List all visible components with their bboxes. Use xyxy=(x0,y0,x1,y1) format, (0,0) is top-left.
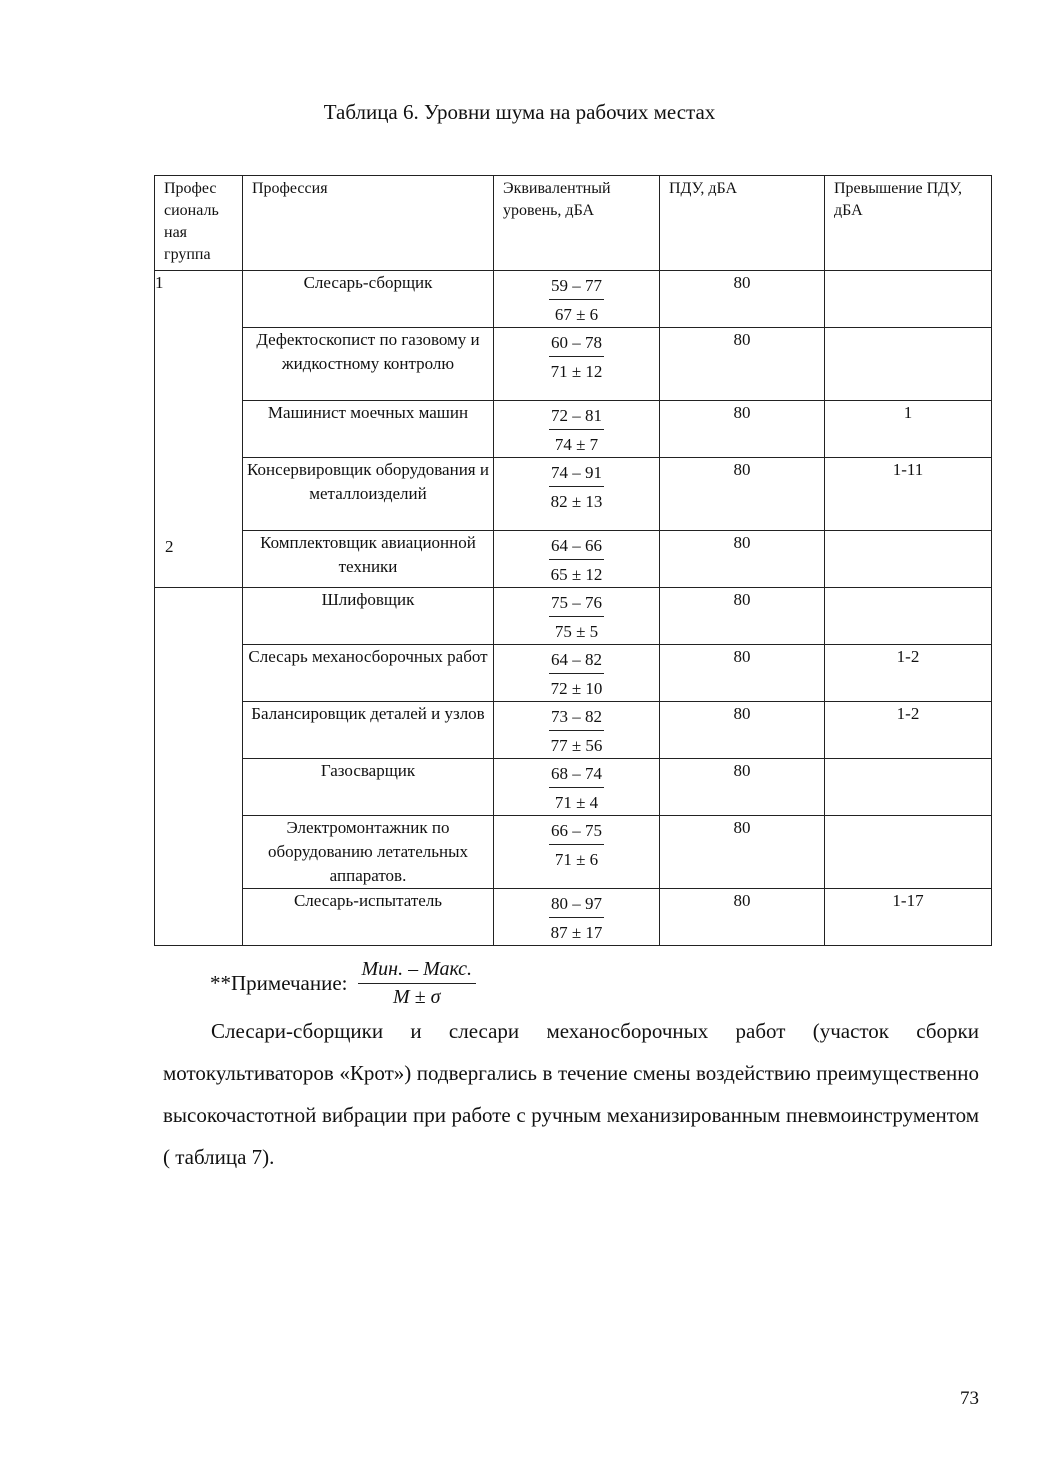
note-label: **Примечание: xyxy=(210,971,348,995)
noise-levels-table xyxy=(154,175,992,946)
equivalent-level-cell xyxy=(494,401,660,458)
pdu-cell: 80 xyxy=(660,588,825,645)
note-denominator: M ± σ xyxy=(392,986,441,1008)
equivalent-level-cell xyxy=(494,702,660,759)
note xyxy=(210,958,476,1009)
profession-cell: Комплектовщик авиационной техники xyxy=(243,531,494,588)
level-fraction xyxy=(549,533,604,587)
level-fraction xyxy=(549,891,604,945)
level-fraction xyxy=(549,330,604,384)
table-row xyxy=(155,816,992,889)
level-range: 68 – 74 xyxy=(549,761,604,788)
profession-cell: Слесарь-сборщик xyxy=(243,271,494,328)
level-mean: 72 ± 10 xyxy=(550,679,603,698)
level-range: 66 – 75 xyxy=(549,818,604,845)
pdu-cell: 80 xyxy=(660,328,825,401)
level-fraction xyxy=(549,460,604,514)
table-row xyxy=(155,328,992,401)
level-mean: 74 ± 7 xyxy=(554,435,599,454)
level-mean: 87 ± 17 xyxy=(550,923,603,942)
excess-cell xyxy=(825,271,992,328)
header-excess: Превышение ПДУ, дБА xyxy=(825,176,992,271)
excess-cell xyxy=(825,328,992,401)
profession-cell: Слесарь механосборочных работ xyxy=(243,645,494,702)
level-mean: 71 ± 4 xyxy=(554,793,599,812)
pdu-cell: 80 xyxy=(660,401,825,458)
level-fraction xyxy=(549,818,604,872)
group-label: 2 xyxy=(165,537,174,556)
level-fraction xyxy=(549,403,604,457)
level-fraction xyxy=(549,273,604,327)
excess-cell: 1-2 xyxy=(825,702,992,759)
group-cell xyxy=(155,271,243,588)
table-row xyxy=(155,645,992,702)
equivalent-level-cell xyxy=(494,271,660,328)
level-mean: 67 ± 6 xyxy=(554,305,599,324)
level-mean: 71 ± 12 xyxy=(550,362,603,381)
profession-cell: Шлифовщик xyxy=(243,588,494,645)
profession-cell: Электромонтажник по оборудованию летательных аппаратов. xyxy=(243,816,494,889)
level-mean: 75 ± 5 xyxy=(554,622,599,641)
table-row xyxy=(155,401,992,458)
pdu-cell: 80 xyxy=(660,645,825,702)
table-title: Таблица 6. Уровни шума на рабочих местах xyxy=(323,100,716,124)
pdu-cell: 80 xyxy=(660,759,825,816)
excess-cell: 1 xyxy=(825,401,992,458)
excess-cell xyxy=(825,531,992,588)
profession-cell: Балансировщик деталей и узлов xyxy=(243,702,494,759)
level-fraction xyxy=(549,761,604,815)
table-header-row xyxy=(155,176,992,271)
pdu-cell: 80 xyxy=(660,816,825,889)
level-mean: 71 ± 6 xyxy=(554,850,599,869)
table-row xyxy=(155,458,992,531)
excess-cell xyxy=(825,816,992,889)
excess-cell: 1-17 xyxy=(825,889,992,946)
table-row xyxy=(155,759,992,816)
equivalent-level-cell xyxy=(494,531,660,588)
table-row xyxy=(155,271,992,328)
pdu-cell: 80 xyxy=(660,531,825,588)
profession-cell: Машинист моечных машин xyxy=(243,401,494,458)
equivalent-level-cell xyxy=(494,328,660,401)
level-range: 64 – 66 xyxy=(549,533,604,560)
level-fraction xyxy=(549,704,604,758)
level-range: 74 – 91 xyxy=(549,460,604,487)
pdu-cell: 80 xyxy=(660,271,825,328)
header-equivalent-level: Эквивалентный уровень, дБА xyxy=(494,176,660,271)
level-mean: 77 ± 56 xyxy=(550,736,603,755)
excess-cell: 1-2 xyxy=(825,645,992,702)
equivalent-level-cell xyxy=(494,889,660,946)
table-row xyxy=(155,531,992,588)
level-range: 80 – 97 xyxy=(549,891,604,918)
level-mean: 82 ± 13 xyxy=(550,492,603,511)
header-profession: Профессия xyxy=(243,176,494,271)
group-cell xyxy=(155,588,243,946)
table-row xyxy=(155,702,992,759)
equivalent-level-cell xyxy=(494,645,660,702)
profession-cell: Газосварщик xyxy=(243,759,494,816)
level-range: 59 – 77 xyxy=(549,273,604,300)
table-body xyxy=(155,271,992,946)
equivalent-level-cell xyxy=(494,458,660,531)
pdu-cell: 80 xyxy=(660,458,825,531)
excess-cell xyxy=(825,588,992,645)
table-row xyxy=(155,889,992,946)
equivalent-level-cell xyxy=(494,816,660,889)
excess-cell xyxy=(825,759,992,816)
header-group: Профес сиональ ная группа xyxy=(155,176,243,271)
table-row xyxy=(155,588,992,645)
excess-cell: 1-11 xyxy=(825,458,992,531)
profession-cell: Консервировщик оборудования и металлоизделий xyxy=(243,458,494,531)
pdu-cell: 80 xyxy=(660,702,825,759)
header-pdu: ПДУ, дБА xyxy=(660,176,825,271)
equivalent-level-cell xyxy=(494,759,660,816)
level-range: 73 – 82 xyxy=(549,704,604,731)
pdu-cell: 80 xyxy=(660,889,825,946)
body-paragraph: Слесари-сборщики и слесари механосборочных работ (участок сборки мотокультиваторов «Крот») подвергались в течение смены воздействию преимущественно высокочастотной вибрации при работе с ручным механизированным пневмоинструментом ( таблица 7). xyxy=(163,1019,979,1169)
level-fraction xyxy=(549,647,604,701)
profession-cell: Дефектоскопист по газовому и жидкостному контролю xyxy=(243,328,494,401)
level-mean: 65 ± 12 xyxy=(550,565,603,584)
note-formula xyxy=(358,958,476,1009)
group-label: 1 xyxy=(155,273,164,292)
level-range: 72 – 81 xyxy=(549,403,604,430)
note-numerator: Мин. – Макс. xyxy=(358,958,476,984)
page-number: 73 xyxy=(960,1388,979,1409)
equivalent-level-cell xyxy=(494,588,660,645)
level-range: 60 – 78 xyxy=(549,330,604,357)
level-range: 75 – 76 xyxy=(549,590,604,617)
level-range: 64 – 82 xyxy=(549,647,604,674)
profession-cell: Слесарь-испытатель xyxy=(243,889,494,946)
level-fraction xyxy=(549,590,604,644)
